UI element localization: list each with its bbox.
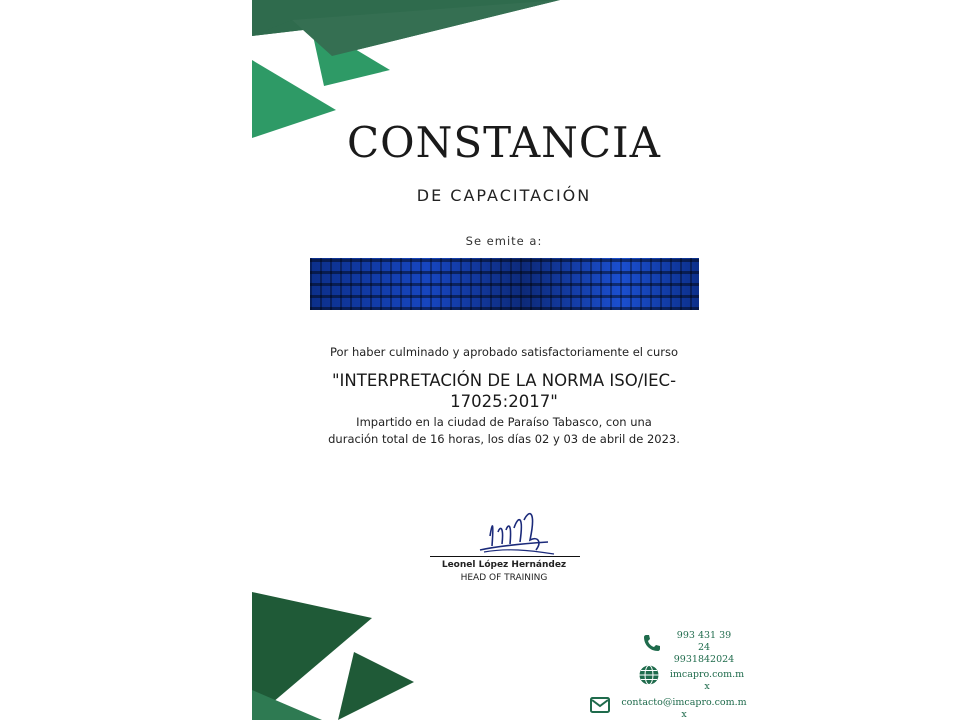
phone-line-3: 9931842024 xyxy=(673,654,735,665)
course-details xyxy=(304,414,704,448)
completion-statement: Por haber culminado y aprobado satisfactoriamente el curso xyxy=(330,345,678,359)
email xyxy=(612,697,756,720)
decorative-shapes xyxy=(252,0,756,720)
email-line-2: x xyxy=(681,709,687,720)
course-details-line-1: Impartido en la ciudad de Paraíso Tabasco, con una xyxy=(356,415,652,429)
email-line-1: contacto@imcapro.com.m xyxy=(621,697,747,708)
handwritten-signature xyxy=(478,506,558,562)
bottom-dark-triangle-2 xyxy=(338,652,414,720)
mail-icon xyxy=(589,694,611,716)
phone-icon xyxy=(640,632,662,654)
phone-line-1: 993 431 39 xyxy=(676,630,732,641)
certificate xyxy=(252,0,756,720)
website-line-2: x xyxy=(704,681,710,692)
certificate-subtitle: DE CAPACITACIÓN xyxy=(416,186,592,205)
phone-line-2: 24 xyxy=(697,642,711,653)
issued-to-label: Se emite a: xyxy=(465,234,543,248)
phone-numbers xyxy=(664,630,744,666)
course-title-line-2: 17025:2017" xyxy=(450,392,558,411)
website-line-1: imcapro.com.m xyxy=(669,669,745,680)
globe-icon xyxy=(638,664,660,686)
signer-name: Leonel López Hernández xyxy=(441,560,567,570)
course-details-line-2: duración total de 16 horas, los días 02 y 03 de abril de 2023. xyxy=(328,432,680,446)
signer-role: HEAD OF TRAINING xyxy=(460,573,548,583)
course-title-line-1: "INTERPRETACIÓN DE LA NORMA ISO/IEC- xyxy=(331,371,677,390)
recipient-name-redacted xyxy=(310,258,699,310)
course-title xyxy=(304,370,704,412)
signature-line xyxy=(430,556,580,557)
bottom-green-triangle xyxy=(252,690,322,720)
certificate-title: CONSTANCIA xyxy=(347,118,661,167)
website xyxy=(662,669,752,693)
